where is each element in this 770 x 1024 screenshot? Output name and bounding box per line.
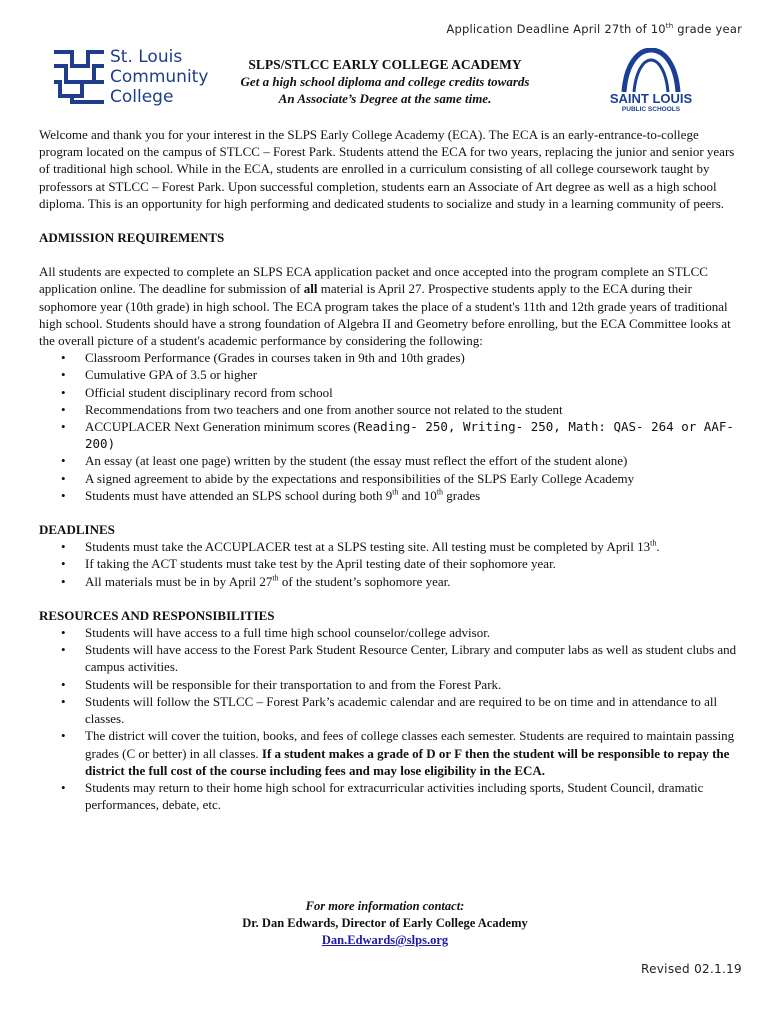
admission-paragraph [39,263,739,349]
accuplacer-scores: Reading- 250, Writing- 250, Math: QAS- 264 or AAF-200) [85,419,734,452]
tuition-text: The district will cover the tuition, books, and fees of college classes each semester. Students are required to maintain passing grades (C or better) in all classes. [85,728,735,761]
bullet-icon: • [61,573,66,589]
bullet-icon: • [61,642,66,658]
admission-list [39,349,739,504]
deadline-item-1-sup: th [650,538,657,548]
attended-sup-2: th [436,487,444,497]
stlcc-logo-line-2: Community [110,67,209,87]
attended-text-3: grades [443,487,481,503]
admission-heading: ADMISSION REQUIREMENTS [39,230,225,246]
bullet-icon: • [61,556,66,572]
deadline-item-1-suffix: . [656,539,660,555]
list-item [61,452,739,469]
list-item [61,727,739,779]
list-item [61,384,739,401]
list-item [61,487,739,504]
header-title-block [200,56,570,107]
revised-date: Revised 02.1.19 [641,962,742,976]
list-item [61,349,739,366]
list-item-text: Recommendations from two teachers and one from another source not related to the student [85,401,563,417]
contact-email-link[interactable]: Dan.Edwards@slps.org [321,933,449,947]
attended-text-1: Students must have attended an SLPS school during both 9 [85,487,393,503]
list-item-text: Students may return to their home high school for extracurricular activities including sports, Student Council, dramatic performances, debate, etc. [85,779,704,813]
document-body [39,126,739,813]
list-item [61,573,739,590]
attended-text-2: and 10 [398,487,437,503]
contact-block [0,898,770,949]
bullet-icon: • [61,676,66,692]
list-item [61,470,739,487]
list-item [61,538,739,555]
list-item [61,555,739,572]
resources-list [39,624,739,813]
list-item-text: Students will be responsible for their transportation to and from the Forest Park. [85,676,502,692]
list-item [61,418,739,452]
deadline-item-1-text: Students must take the ACCUPLACER test at a SLPS testing site. All testing must be completed by April 13 [85,539,651,555]
intro-paragraph: Welcome and thank you for your interest in the SLPS Early College Academy (ECA). The ECA is an early-entrance-to-college program located on the campus of STLCC – Forest Park. Students attend the ECA for two years, replacing the junior and senior years of traditional high school. While in the ECA, students are enrolled in a curriculum consisting of all college coursework taught by professors at STLCC – Forest Park. Upon successful completion, students earn an Associate of Art degree as well as a high school diploma. This is an opportunity for high performing and dedicated students to socialize and study in a learning community of peers. [39,127,735,211]
deadline-item-2-text: If taking the ACT students must take test by the April testing date of their sophomore year. [85,556,556,572]
bullet-icon: • [61,470,66,486]
subtitle-line-2: An Associate’s Degree at the same time. [278,91,492,106]
list-item [61,676,739,693]
subtitle-line-1: Get a high school diploma and college credits towards [240,74,530,89]
bullet-icon: • [61,625,66,641]
tuition-bold-text: If a student makes a grade of D or F then the student will be responsible to repay the district the full cost of the course including fees and may lose eligibility in the ECA. [85,745,730,778]
application-deadline-note [446,22,742,36]
bullet-icon: • [61,453,66,469]
list-item [61,779,739,813]
contact-intro: For more information contact: [305,899,465,913]
deadline-note-text: Application Deadline April 27th of 10 [446,22,666,36]
bullet-icon: • [61,728,66,744]
stlcc-logo-line-1: St. Louis [110,47,183,67]
admission-text-bold: all [303,281,318,297]
list-item-text: Students will have access to the Forest Park Student Resource Center, Library and computer labs as well as student clubs and campus activities. [85,642,737,675]
admission-text-1: All students are expected to complete an SLPS ECA application packet and once accepted into the program complete an STLCC application online. The deadline for submission of [39,264,708,297]
resources-heading: RESOURCES AND RESPONSIBILITIES [39,607,275,623]
list-item [61,624,739,641]
list-item-text: An essay (at least one page) written by the student (the essay must reflect the effort of the student alone) [85,453,628,469]
slps-logo-line-1: SAINT LOUIS [609,91,693,106]
stlcc-logo [52,44,222,106]
admission-text-2: material is April 27. Prospective students apply to the ECA during their sophomore year (10th grade) in high school. The ECA program takes the place of a student's 11th and 12th grade years of traditional high school. Students should have a strong foundation of Algebra II and Geometry before enrolling, but the ECA Committee looks at the overall picture of a student's academic performance by considering the following: [39,281,731,349]
slps-logo-line-2: PUBLIC SCHOOLS [621,106,681,112]
list-item [61,366,739,383]
slps-logo [600,48,702,112]
list-item-text: A signed agreement to abide by the expectations and responsibilities of the SLPS Early College Academy [85,470,635,486]
attended-sup-1: th [392,487,399,497]
list-item-text: Classroom Performance (Grades in courses taken in 9th and 10th grades) [85,350,465,366]
bullet-icon: • [61,693,66,709]
bullet-icon: • [61,401,66,417]
list-item-text: Cumulative GPA of 3.5 or higher [85,367,258,383]
deadline-note-sup: th [665,22,674,31]
bullet-icon: • [61,539,66,555]
deadlines-list [39,538,739,590]
list-item-text: Students will have access to a full time high school counselor/college advisor. [85,625,491,641]
list-item [61,693,739,727]
page-title: SLPS/STLCC EARLY COLLEGE ACADEMY [248,57,522,72]
list-item [61,401,739,418]
list-item [61,641,739,675]
deadline-item-3-text: All materials must be in by April 27 [85,573,273,589]
accuplacer-text: ACCUPLACER Next Generation minimum scores ( [85,419,358,435]
deadline-item-3-sup: th [272,573,279,583]
bullet-icon: • [61,487,66,503]
contact-name: Dr. Dan Edwards, Director of Early College Academy [242,916,528,930]
bullet-icon: • [61,367,66,383]
deadlines-heading: DEADLINES [39,522,115,538]
bullet-icon: • [61,350,66,366]
bullet-icon: • [61,779,66,795]
stlcc-logo-line-3: College [110,87,174,106]
list-item-text: Students will follow the STLCC – Forest Park’s academic calendar and are required to be on time and in attendance to all classes. [85,693,718,727]
deadline-note-suffix: grade year [673,22,742,36]
deadline-item-3-suffix: of the student’s sophomore year. [278,573,451,589]
list-item-text: Official student disciplinary record from school [85,384,333,400]
bullet-icon: • [61,384,66,400]
bullet-icon: • [61,419,66,435]
